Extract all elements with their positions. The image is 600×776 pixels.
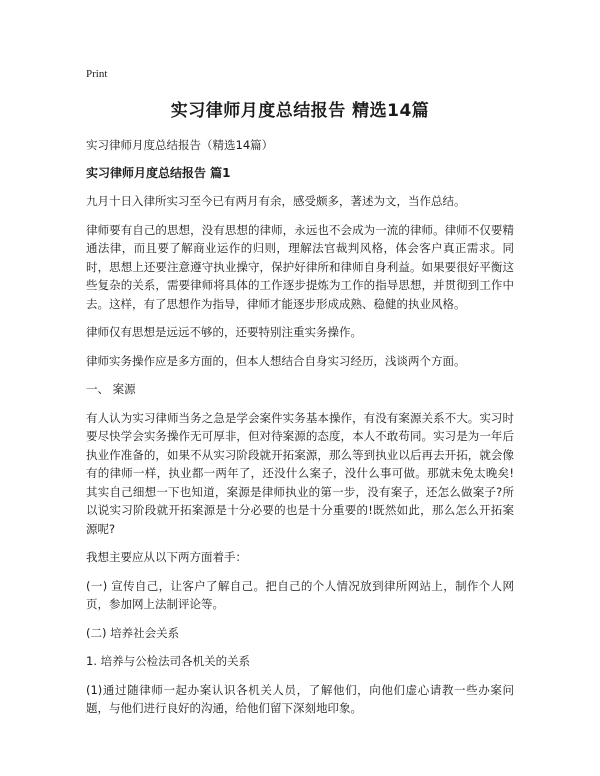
paragraph-aspects: 律师实务操作应是多方面的，但本人想结合自身实习经历，浅谈两个方面。 (86, 353, 466, 368)
paragraph-practice: 律师仅有思想是远远不够的，还要特别注重实务操作。 (86, 325, 362, 339)
paragraph-intro: 九月十日入律所实习至今已有两月有余，感受颇多，著述为文，当作总结。 (86, 194, 466, 208)
paragraph-judicial-relations: 1. 培养与公检法司各机关的关系 (86, 654, 251, 668)
paragraph-meet-officials: (1)通过随律师一起办案认识各机关人员，了解他们，向他们虚心请教一些办案问题，与他们进行良好的沟通，给他们留下深刻地印象。 (86, 682, 514, 715)
paragraph-case-source: 有人认为实习律师当务之急是学会案件实务基本操作，有没有案源关系不大。实习时要尽快学会实务操作无可厚非，但对待案源的态度，本人不敢苟同。实习是为一年后执业作准备的，如果不从实习阶段就开拓案源，那么等到执业以后再去开拓，就会像有的律师一样，执业都一两年了，还没什么案子，没什么事可做。那就未免太晚矣!其实自己细想一下也知道，案源是律师执业的第一步，没有案子，还怎么做案子?所以说实习阶段就开拓案源是十分必要的也是十分重要的!既然如此，那么怎么开拓案源呢? (86, 410, 514, 536)
print-label: Print (86, 68, 108, 80)
paragraph-thought: 律师要有自己的思想，没有思想的律师，永远也不会成为一流的律师。律师不仅要精通法律，而且要了解商业运作的归则，理解法官裁判风格，体会客户真正需求。同时，思想上还要注意遵守执业操守，保护好律所和律师自身利益。如果要很好平衡这些复杂的关系，需要律师将具体的工作逐步提炼为工作的指导思想，并贯彻到工作中去。这样，有了思想作为指导，律师才能逐步形成成熟、稳健的执业风格。 (86, 222, 514, 311)
section-heading: 实习律师月度总结报告 篇1 (86, 166, 231, 180)
document-subtitle: 实习律师月度总结报告（精选14篇） (86, 138, 274, 152)
paragraph-social-relations: (二) 培养社会关系 (86, 625, 180, 640)
paragraph-two-ways: 我想主要应从以下两方面着手： (86, 550, 247, 564)
paragraph-promote-self: (一) 宣传自己，让客户了解自己。把自己的个人情况放到律所网站上，制作个人网页，参加网上法制评论等。 (86, 578, 514, 611)
document-title: 实习律师月度总结报告 精选14篇 (170, 101, 430, 121)
paragraph-case-source-heading: 一、 案源 (86, 382, 136, 396)
